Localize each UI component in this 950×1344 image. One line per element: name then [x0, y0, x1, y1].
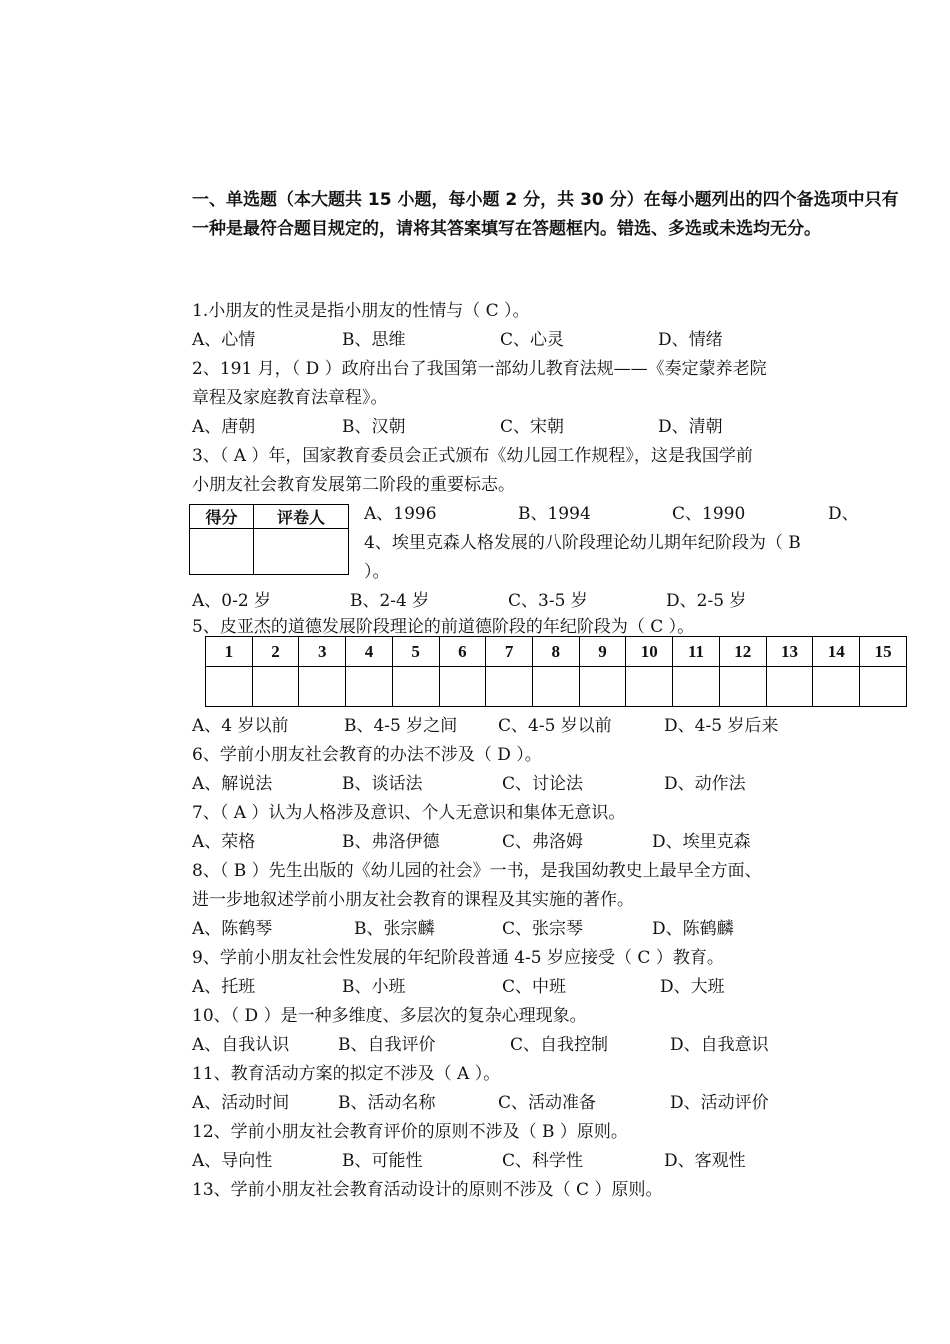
- question-9-stem: 9、学前小朋友社会性发展的年纪阶段普通 4-5 岁应接受（ C ）教育。: [192, 948, 724, 968]
- option-b: B、张宗麟: [354, 919, 435, 939]
- option-d: D、2-5 岁: [666, 591, 747, 611]
- option-a: A、4 岁以前: [192, 716, 289, 736]
- question-2-options: [192, 417, 912, 437]
- option-d: D、活动评价: [670, 1093, 769, 1113]
- question-8-stem-line1: 8、（ B ）先生出版的《幼儿园的社会》一书，是我国幼教史上最早全方面、: [192, 861, 762, 881]
- option-a: A、活动时间: [192, 1093, 290, 1113]
- question-6-stem: 6、学前小朋友社会教育的办法不涉及（ D ）。: [192, 745, 542, 765]
- question-6-options: [192, 774, 912, 794]
- option-b: B、汉朝: [342, 417, 406, 437]
- option-d: D、清朝: [658, 417, 723, 437]
- answer-cell[interactable]: [486, 667, 533, 707]
- answer-cell[interactable]: [673, 667, 720, 707]
- option-d: D、客观性: [664, 1151, 746, 1171]
- answer-number: 12: [719, 637, 766, 667]
- question-9-options: [192, 977, 912, 997]
- question-12-stem: 12、学前小朋友社会教育评价的原则不涉及（ B ）原则。: [192, 1122, 628, 1142]
- answer-number: 13: [766, 637, 813, 667]
- question-5-stem: 5、皮亚杰的道德发展阶段理论的前道德阶段的年纪阶段为（ C ）。: [192, 617, 695, 637]
- answer-number: 8: [532, 637, 579, 667]
- question-8-options: [192, 919, 912, 939]
- option-a: A、导向性: [192, 1151, 273, 1171]
- question-2-stem-line1: 2、191 月，（ D ）政府出台了我国第一部幼儿教育法规——《奏定蒙养老院: [192, 359, 767, 379]
- question-3-options: [364, 504, 904, 524]
- answer-number: 6: [439, 637, 486, 667]
- answer-number: 5: [392, 637, 439, 667]
- question-4-stem-line2: ）。: [364, 562, 390, 582]
- option-c: C、张宗琴: [502, 919, 584, 939]
- option-c: C、心灵: [500, 330, 565, 350]
- answer-cell[interactable]: [766, 667, 813, 707]
- question-1-stem: 1.小朋友的性灵是指小朋友的性情与（ C ）。: [192, 301, 530, 321]
- option-b: B、谈话法: [342, 774, 423, 794]
- answer-number: 9: [579, 637, 626, 667]
- option-c: C、活动准备: [498, 1093, 597, 1113]
- question-5-options: [192, 716, 912, 736]
- option-c: C、讨论法: [502, 774, 584, 794]
- option-a: A、自我认识: [192, 1035, 290, 1055]
- option-a: A、解说法: [192, 774, 273, 794]
- question-4-stem-line1: 4、埃里克森人格发展的八阶段理论幼儿期年纪阶段为（ B: [364, 533, 801, 553]
- answer-cell[interactable]: [719, 667, 766, 707]
- question-3-stem-line2: 小朋友社会教育发展第二阶段的重要标志。: [192, 475, 515, 495]
- question-10-stem: 10、（ D ）是一种多维度、多层次的复杂心理现象。: [192, 1006, 587, 1026]
- option-a: A、唐朝: [192, 417, 256, 437]
- answer-number: 1: [206, 637, 253, 667]
- option-c: C、科学性: [502, 1151, 584, 1171]
- question-2-stem-line2: 章程及家庭教育法章程》。: [192, 388, 388, 408]
- option-c: C、中班: [502, 977, 567, 997]
- grader-label: 评卷人: [253, 505, 348, 529]
- option-d: D、4-5 岁后来: [664, 716, 779, 736]
- answer-number: 4: [346, 637, 393, 667]
- option-d: D、大班: [660, 977, 725, 997]
- grader-cell[interactable]: [253, 529, 348, 575]
- option-d: D、埃里克森: [652, 832, 751, 852]
- option-b: B、1994: [518, 504, 591, 524]
- answer-cell[interactable]: [346, 667, 393, 707]
- answer-cell[interactable]: [299, 667, 346, 707]
- option-b: B、自我评价: [338, 1035, 436, 1055]
- answer-cell[interactable]: [439, 667, 486, 707]
- answer-number: 2: [252, 637, 299, 667]
- option-d: D、动作法: [664, 774, 746, 794]
- option-b: B、弗洛伊德: [342, 832, 440, 852]
- option-b: B、思维: [342, 330, 406, 350]
- answer-cell[interactable]: [860, 667, 907, 707]
- answer-cell[interactable]: [532, 667, 579, 707]
- answer-number: 14: [813, 637, 860, 667]
- score-label: 得分: [190, 505, 254, 529]
- question-10-options: [192, 1035, 912, 1055]
- option-c: C、自我控制: [510, 1035, 609, 1055]
- question-13-stem: 13、学前小朋友社会教育活动设计的原则不涉及（ C ）原则。: [192, 1180, 663, 1200]
- option-a: A、托班: [192, 977, 256, 997]
- question-3-stem-line1: 3、（ A ）年，国家教育委员会正式颁布《幼儿园工作规程》，这是我国学前: [192, 446, 753, 466]
- option-c: C、1990: [672, 504, 746, 524]
- option-a: A、0-2 岁: [192, 591, 272, 611]
- score-box: [189, 504, 349, 575]
- option-a: A、荣格: [192, 832, 256, 852]
- question-12-options: [192, 1151, 912, 1171]
- section-heading: 一、单选题（本大题共 15 小题，每小题 2 分，共 30 分）在每小题列出的四个备选项中只有一种是最符合题目规定的，请将其答案填写在答题框内。错选、多选或未选均无分。: [192, 190, 899, 239]
- option-c: C、弗洛姆: [502, 832, 584, 852]
- option-c: C、3-5 岁: [508, 591, 588, 611]
- question-8-stem-line2: 进一步地叙述学前小朋友社会教育的课程及其实施的著作。: [192, 890, 634, 910]
- answer-number: 11: [673, 637, 720, 667]
- answer-cell[interactable]: [579, 667, 626, 707]
- option-b: B、小班: [342, 977, 406, 997]
- option-b: B、4-5 岁之间: [344, 716, 458, 736]
- option-a: A、1996: [364, 504, 437, 524]
- option-b: B、可能性: [342, 1151, 423, 1171]
- question-7-options: [192, 832, 912, 852]
- score-cell[interactable]: [190, 529, 254, 575]
- answer-cell[interactable]: [392, 667, 439, 707]
- option-d: D、自我意识: [670, 1035, 769, 1055]
- answer-number: 3: [299, 637, 346, 667]
- answer-number: 7: [486, 637, 533, 667]
- answer-cell[interactable]: [813, 667, 860, 707]
- option-a: A、心情: [192, 330, 256, 350]
- option-b: B、2-4 岁: [350, 591, 430, 611]
- question-11-options: [192, 1093, 912, 1113]
- option-c: C、4-5 岁以前: [498, 716, 612, 736]
- option-d: D、: [828, 504, 859, 524]
- answer-number: 10: [626, 637, 673, 667]
- question-7-stem: 7、（ A ）认为人格涉及意识、个人无意识和集体无意识。: [192, 803, 626, 823]
- answer-cell[interactable]: [626, 667, 673, 707]
- question-4-options: [192, 591, 912, 611]
- question-1-options: [192, 330, 912, 350]
- answer-cell[interactable]: [252, 667, 299, 707]
- option-b: B、活动名称: [338, 1093, 436, 1113]
- answer-cell[interactable]: [206, 667, 253, 707]
- option-c: C、宋朝: [500, 417, 565, 437]
- answer-grid: [205, 636, 907, 707]
- option-a: A、陈鹤琴: [192, 919, 273, 939]
- option-d: D、情绪: [658, 330, 723, 350]
- answer-number: 15: [860, 637, 907, 667]
- option-d: D、陈鹤麟: [652, 919, 734, 939]
- question-11-stem: 11、教育活动方案的拟定不涉及（ A ）。: [192, 1064, 501, 1084]
